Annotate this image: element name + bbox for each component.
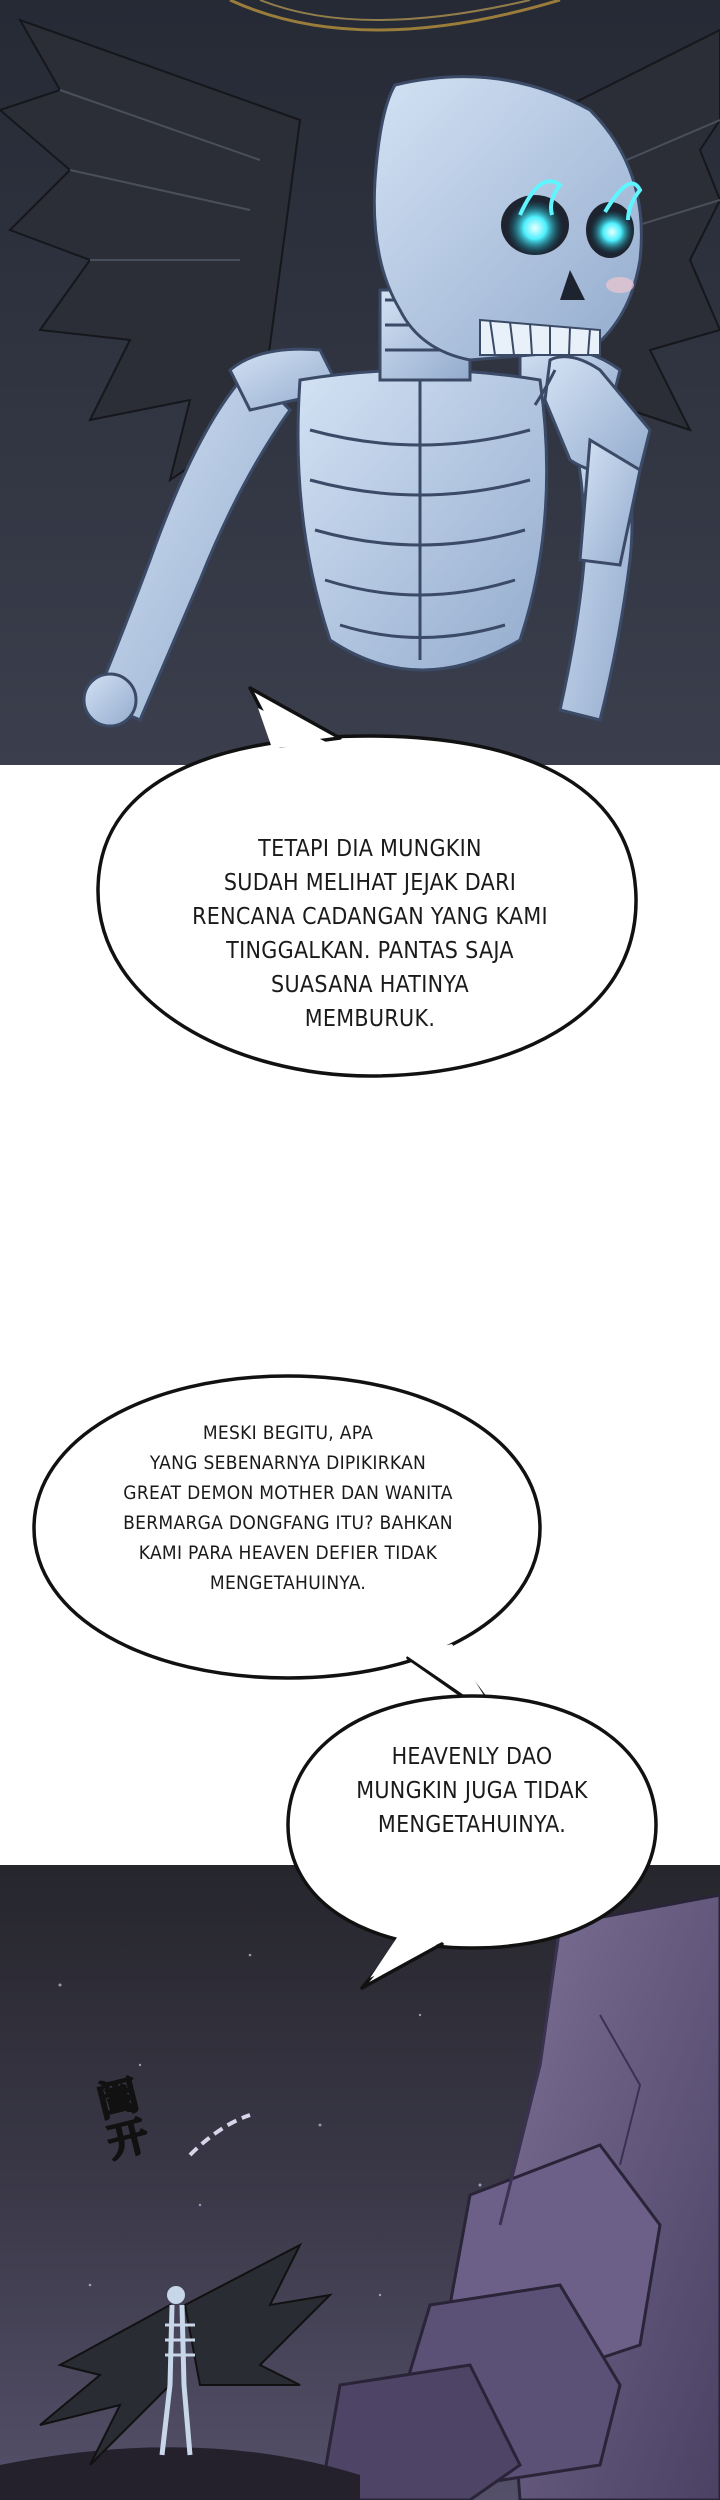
bubble-3-line: MUNGKIN JUGA TIDAK <box>356 1778 588 1804</box>
bubble-2-line: BERMARGA DONGFANG ITU? BAHKAN <box>123 1512 453 1534</box>
speech-bubble-3-text <box>300 1740 644 1842</box>
bubble-2-line: KAMI PARA HEAVEN DEFIER TIDAK <box>138 1542 438 1564</box>
speech-bubble-2-text <box>40 1418 536 1598</box>
bubble-2-line: MESKI BEGITU, APA <box>202 1422 374 1444</box>
speech-bubble-1-text <box>120 832 620 1036</box>
bubble-2-line: GREAT DEMON MOTHER DAN WANITA <box>123 1482 453 1504</box>
skeleton-illustration <box>0 0 720 765</box>
bubble-1-line: TETAPI DIA MUNGKIN <box>258 836 482 862</box>
bubble-1-line: TINGGALKAN. PANTAS SAJA <box>226 938 514 964</box>
bubble-1-line: SUASANA HATINYA <box>271 972 469 998</box>
bubble-1-line: RENCANA CADANGAN YANG KAMI <box>192 904 548 930</box>
top-panel-skeleton-art <box>0 0 720 765</box>
bubble-2-line: YANG SEBENARNYA DIPIKIRKAN <box>149 1452 427 1474</box>
sfx-label: 阖开 <box>86 2072 152 2166</box>
left-eye-glow <box>507 200 563 256</box>
bubble-2-line: MENGETAHUINYA. <box>209 1572 367 1594</box>
bubble-3-line: MENGETAHUINYA. <box>377 1812 567 1838</box>
bubble-1-line: SUDAH MELIHAT JEJAK DARI <box>223 870 517 896</box>
bubble-3-line: HEAVENLY DAO <box>391 1744 553 1770</box>
bubble-1-line: MEMBURUK. <box>304 1006 436 1032</box>
